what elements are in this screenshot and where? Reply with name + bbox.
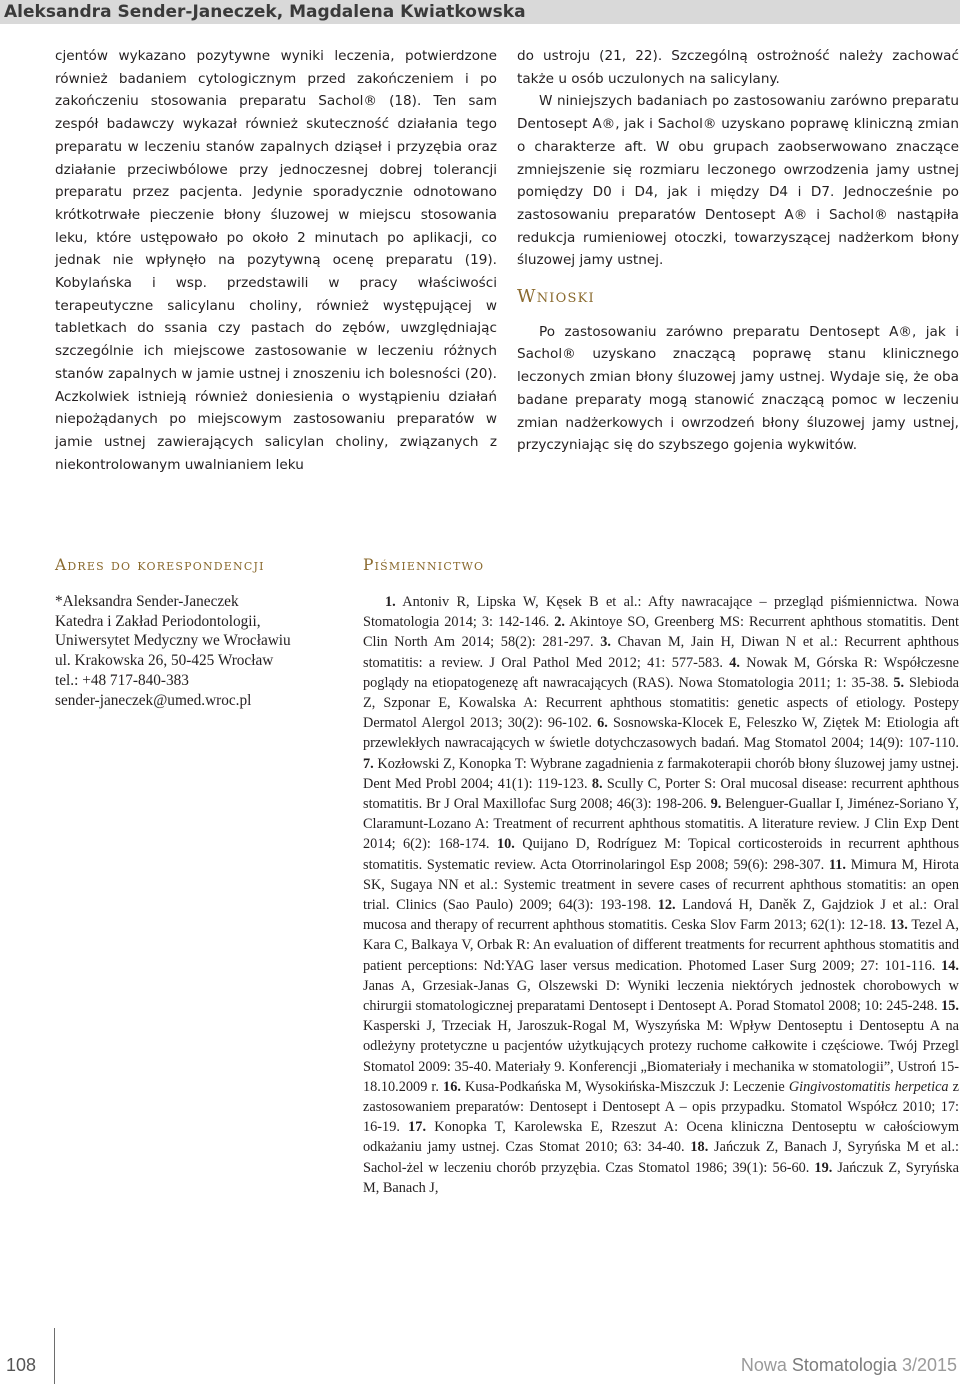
address-line: *Aleksandra Sender-Janeczek <box>55 593 239 610</box>
reference-item: 19. Jańczuk Z, Syryńska M, Banach J, <box>363 1159 959 1196</box>
reference-item: 4. Nowak M, Górska R: Współczesne poglądy na etiopatogenezę aft nawracających (RAS). Nowa Stomatologia 2011; 1: 35-38. <box>363 654 959 691</box>
reference-item: 9. Belenguer-Guallar I, Jiménez-Soriano Y, Claramunt-Lozano A: Treatment of recurrent aphthous stomatitis. A literature review. J Clin Exp Dent 2014; 6(2): 168-174. <box>363 796 959 853</box>
reference-item: 17. Konopka T, Karolewska E, Rzeszut A: Ocena kliniczna Dentoseptu w całościowym odkażaniu jamy ustnej. Czas Stomat 2010; 63: 34-40. <box>363 1119 959 1156</box>
body-paragraph: W niniejszych badaniach po zastosowaniu zarówno preparatu Dentosept A®, jak i Sachol® uzyskano poprawę kliniczną zmian o charakterze aft. W obu grupach zaobserwowano znaczące zmniejszenie się rozmiaru leczonego owrzodzenia jamy ustnej pomiędzy D0 i D4, jak i między D4 i D7. Jednocześnie po zastosowaniu preparatów Dentosept A® i Sachol® nastąpiła redukcja rumieniowej otoczki, towarzyszącej nadżerkom błony śluzowej jamy ustnej. <box>517 93 959 269</box>
reference-item: 13. Tezel A, Kara C, Balkaya V, Orbak R: An evaluation of different treatments for recurrent aphthous stomatitis and patient perceptions: Nd:YAG laser versus medication. Photomed Laser Surg 2009; 27: 101-116. <box>363 917 959 974</box>
correspondence-section <box>55 556 345 710</box>
reference-item: 12. Landová H, Daněk Z, Gajdziok J et al.: Oral mucosa and therapy of recurrent aphthous stomatitis. Ceska Slov Farm 2013; 62(1): 12-18. <box>363 897 959 934</box>
reference-item: 6. Sosnowska-Klocek E, Feleszko W, Ziętek M: Etiologia aft przewlekłych nawracających w świetle dotychczasowych badań. Mag Stomatol 2004; 14(9): 107-110. <box>363 715 959 752</box>
reference-item: 14. Janas A, Grzesiak-Janas G, Olszewski D: Wyniki leczenia niektórych jednostek chorobowych w chirurgii stomatologicznej preparatami Dentosept i Dentosept A. Porad Stomatol 2008; 10: 245-248. <box>363 957 959 1015</box>
page-number: 108 <box>6 1355 37 1375</box>
reference-item: 8. Scully C, Porter S: Oral mucosal disease: recurrent aphthous stomatitis. Br J Oral Maxillofac Surg 2008; 46(3): 198-206. <box>363 775 960 813</box>
reference-item: 11. Mimura M, Hirota SK, Sugaya NN et al.: Systemic treatment in severe cases of recurrent aphthous stomatitis: an open trial. Clinics (Sao Paulo) 2009; 64(3): 193-198. <box>363 856 959 914</box>
email-link[interactable]: sender-janeczek@umed.wroc.pl <box>55 691 252 709</box>
conclusions-heading: Wnioski <box>517 286 595 308</box>
reference-item: 1. Antoniv R, Lipska W, Kęsek B et al.: Afty nawracające – przegląd piśmiennictwa. Nowa Stomatologia 2014; 3: 142-146. <box>363 594 959 631</box>
journal-name: Nowa Stomatologia 3/2015 <box>740 1355 957 1375</box>
reference-item: 7. Kozłowski Z, Konopka T: Wybrane zagadnienia z farmakoterapii chorób błony śluzowej jamy ustnej. Dent Med Probl 2004; 41(1): 119-123. <box>363 755 959 792</box>
right-text-column <box>517 45 959 457</box>
header-authors: Aleksandra Sender-Janeczek, Magdalena Kwiatkowska <box>4 2 526 22</box>
references-section <box>363 556 959 1198</box>
reference-item: 15. Kasperski J, Trzeciak H, Jaroszuk-Rogal M, Wyszyńska M: Wpływ Dentoseptu i Dentoseptu A na odleżyny protetyczne u pacjentów użytkujących protezy ruchome całkowite i częściowe. Twój Przegl Stomatol 2009: 35-40. Materiały 9. Konferencji „Biomateriały i mechanika w stomatologii”, Ustroń 15-18.10.2009 r. <box>363 998 959 1095</box>
references-heading: Piśmiennictwo <box>363 556 485 574</box>
address-line: Uniwersytet Medyczny we Wrocławiu <box>55 632 291 650</box>
reference-item: 18. Jańczuk Z, Banach J, Syryńska M et al.: Sachol-żel w leczeniu chorób przyzębia. Czas Stomatol 1986; 39(1): 56-60. <box>363 1139 959 1176</box>
reference-item: 5. Slebioda Z, Szponar E, Kowalska A: Recurrent aphthous stomatitis: genetic aspects of etiology. Postepy Dermatol Alergol 2013; 30(2): 96-102. <box>363 674 959 732</box>
correspondence-address <box>55 592 345 710</box>
body-paragraph: do ustroju (21, 22). Szczególną ostrożność należy zachować także u osób uczulonych na salicylany. <box>517 48 959 87</box>
reference-item: 10. Quijano D, Rodríguez M: Topical corticosteroids in recurrent aphthous stomatitis. Systematic review. Acta Otorrinolaringol Esp 2008; 59(6): 298-307. <box>363 836 960 873</box>
address-line: ul. Krakowska 26, 50-425 Wrocław <box>55 652 274 670</box>
body-paragraph: cjentów wykazano pozytywne wyniki leczenia, potwierdzone również badaniem cytologicznym przed zakończeniem i po zakończeniu stosowania preparatu Sachol® (18). Ten sam zespół badawczy wykazał również skuteczność działania tego preparatu w leczeniu stanów zapalnych dziąseł i przyzębia oraz działanie przeciwbólowe przy jednoczesnej dobrej tolerancji preparatu przez pacjenta. Jedynie sporadycznie odnotowano krótkotrwałe pieczenie błony śluzowej w miejscu stosowania leku, które ustępowało po około 2 minutach po aplikacji, co jednak nie wpłynęło na pozytywną ocenę preparatu (19). Kobylańska i wsp. przedstawili w pracy właściwości terapeutyczne salicylanu choliny, również występującej w tabletkach do ssania czy pastach do zębów, uwzględniając szczególnie ich miejscowe zastosowanie w leczeniu różnych stanów zapalnych w jamie ustnej i znoszeniu ich bolesności (20). Aczkolwiek istnieją również doniesienia o wystąpieniu działań niepożądanych po miejscowym zastosowaniu preparatów w jamie ustnej zawierających salicylan choliny, związanych z niekontrolowanym uwalnianiem leku <box>55 48 497 473</box>
address-line: tel.: +48 717-840-383 <box>55 671 189 689</box>
references-list <box>363 592 959 1198</box>
reference-item: 3. Chavan M, Jain H, Diwan N et al.: Recurrent aphthous stomatitis: a review. J Oral Pathol Med 2012; 41: 577-583. <box>363 634 959 671</box>
left-text-column <box>55 45 497 476</box>
running-header <box>0 0 960 24</box>
address-line: Katedra i Zakład Periodontologii, <box>55 612 261 630</box>
correspondence-heading: Adres do korespondencji <box>55 556 265 574</box>
reference-item: 16. Kusa-Podkańska M, Wysokińska-Miszczuk J: Leczenie Gingivostomatitis herpetica z zastosowaniem preparatów: Dentosept i Dentosept A – opis przypadku. Stomatol Współcz 2010; 17: 16-19. <box>363 1078 960 1136</box>
conclusions-paragraph: Po zastosowaniu zarówno preparatu Dentosept A®, jak i Sachol® uzyskano znaczącą poprawę stanu klinicznego leczonych zmian błony śluzowej jamy ustnej. Wydaje się, że oba badane preparaty mogą stanowić znaczącą pomoc w leczeniu zmian nadżerkowych i owrzodzeń błony śluzowej jamy ustnej, przyczyniając się do szybszego gojenia wykwitów. <box>517 323 959 454</box>
reference-item: 2. Akintoye SO, Greenberg MS: Recurrent aphthous stomatitis. Dent Clin North Am 2014; 58(2): 281-297. <box>363 614 959 651</box>
footer-divider <box>54 1328 55 1384</box>
